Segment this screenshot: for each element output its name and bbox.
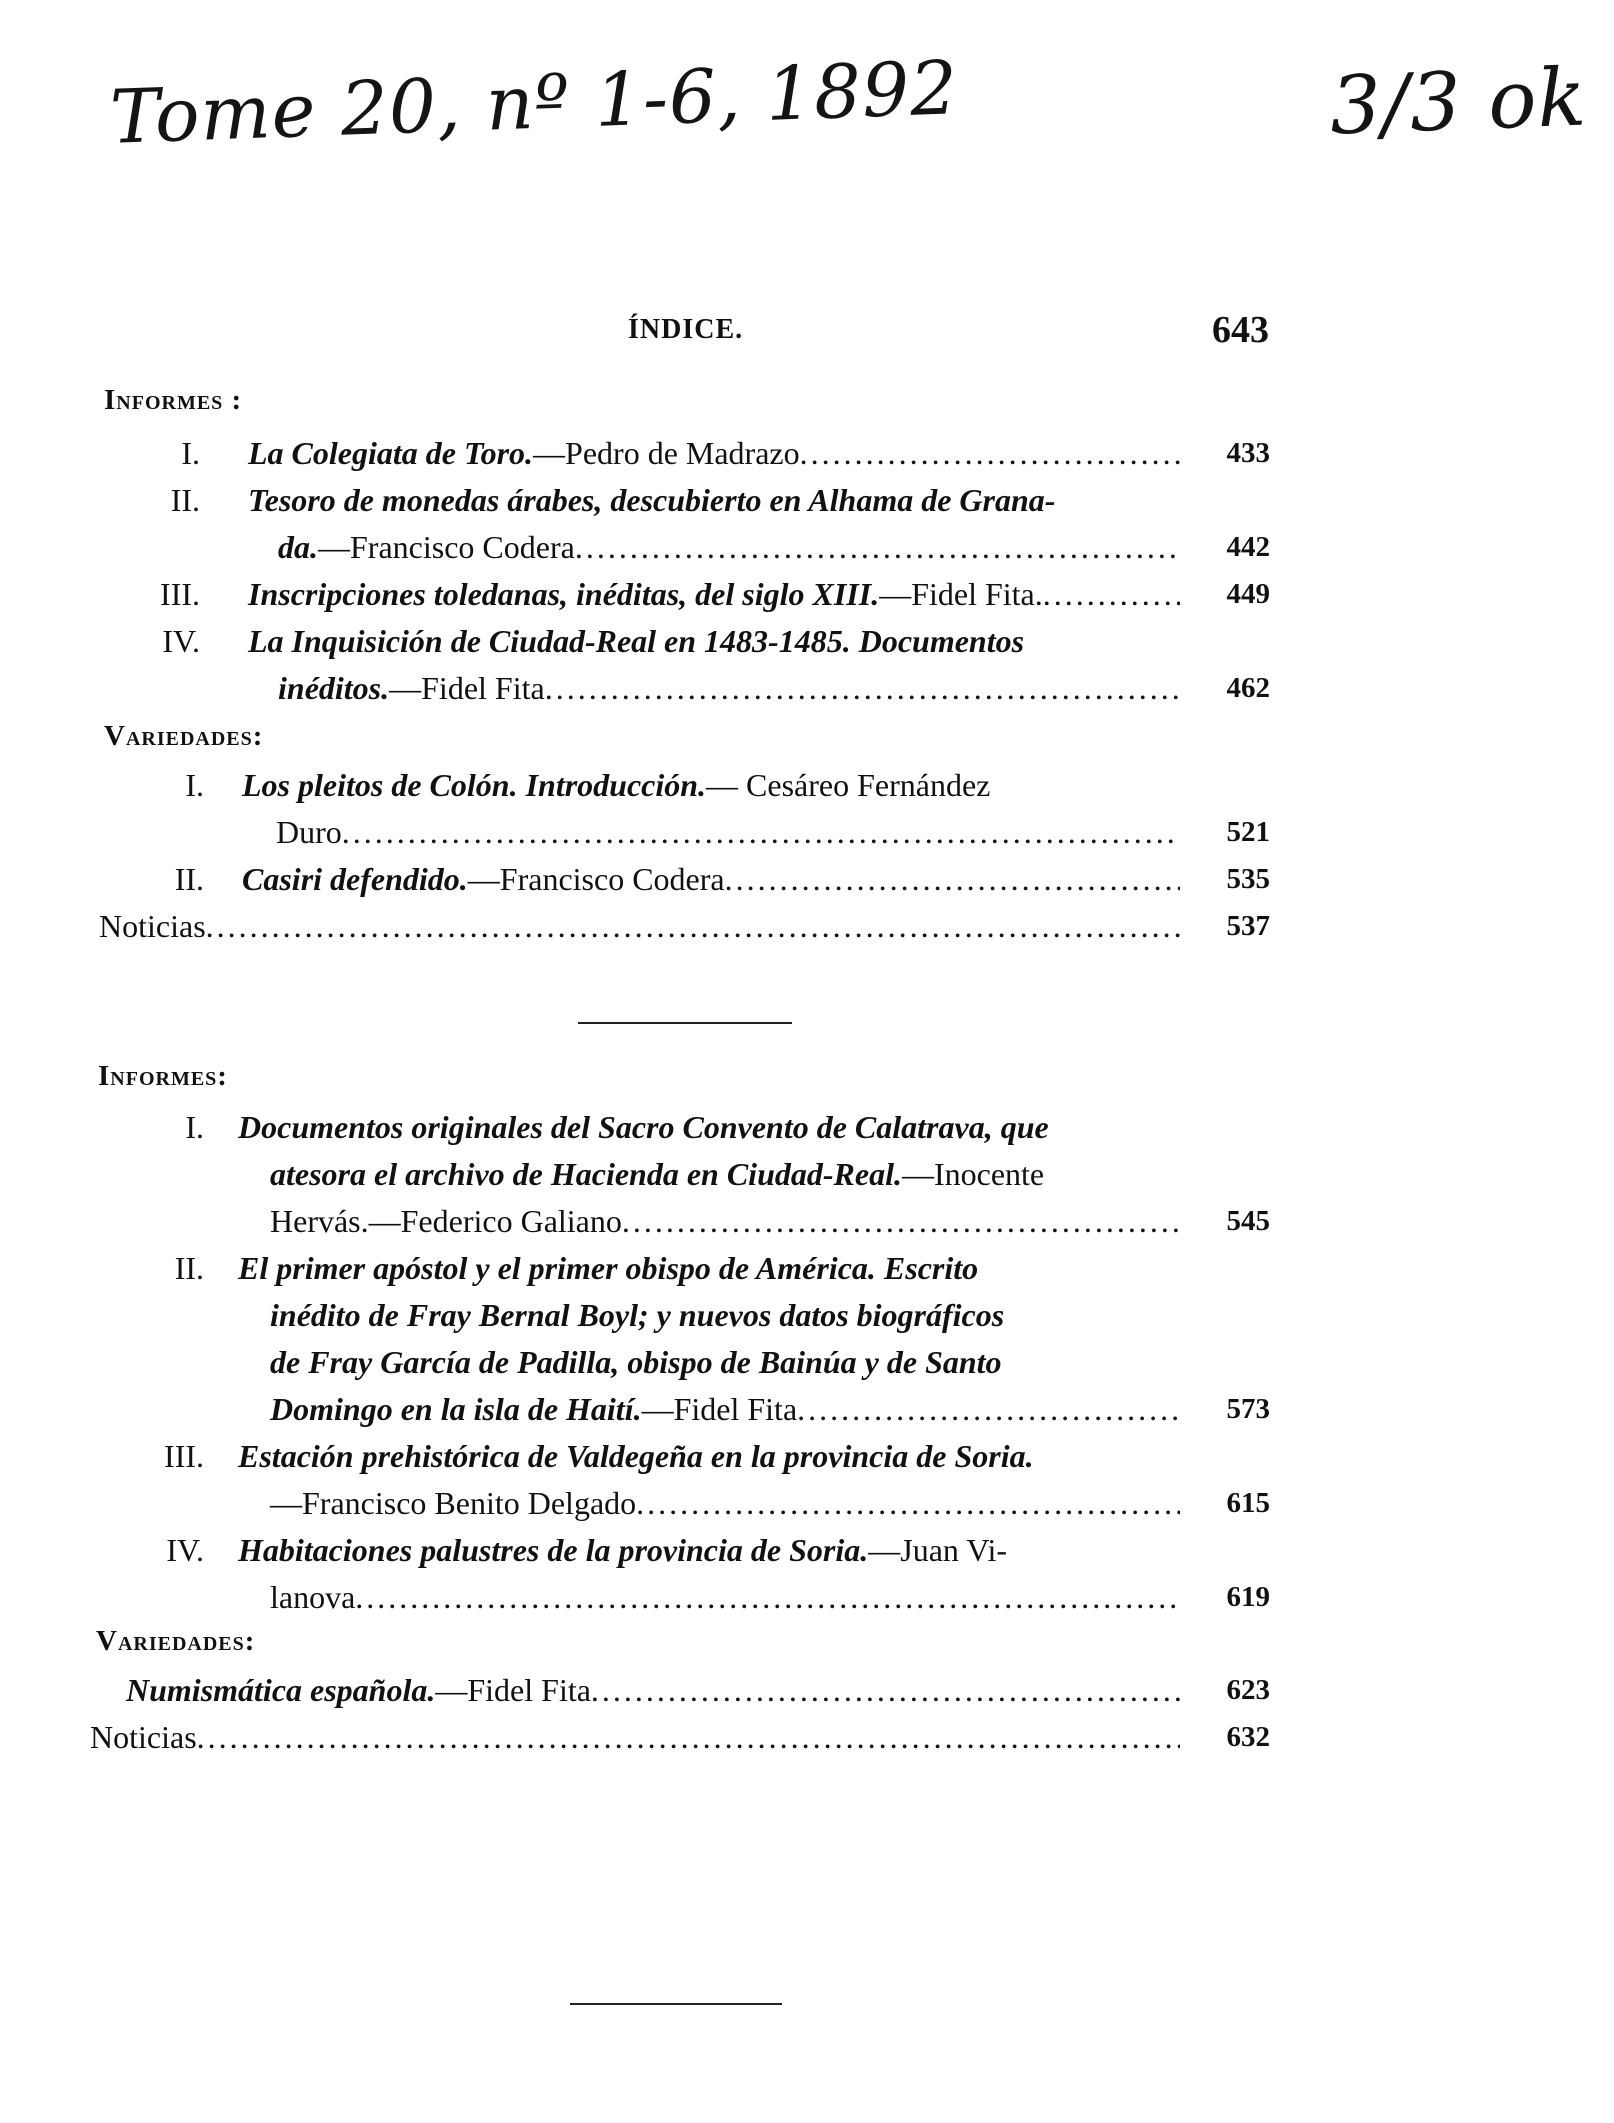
leader-dots [206, 903, 1180, 950]
entry-author: —Fidel Fita [435, 1672, 591, 1708]
entry-line [242, 762, 990, 809]
leader-dots [342, 809, 1180, 856]
entry-line [278, 524, 1180, 571]
entry-title: Los pleitos de Colón. Introducción. [242, 767, 707, 803]
entry-title: La Inquisición de Ciudad-Real en 1483-1485. Documentos [248, 623, 1025, 659]
entry-line [270, 1198, 1180, 1245]
entry-line [238, 1433, 1034, 1480]
entry-page-number: 632 [1226, 1721, 1270, 1753]
entry-line [238, 1104, 1049, 1151]
leader-dots [800, 430, 1180, 477]
entry-numeral: I. [185, 1109, 204, 1145]
entry-line [270, 1386, 1180, 1433]
entry-title: atesora el archivo de Hacienda en Ciudad-Real. [270, 1156, 902, 1192]
leader-dots [575, 524, 1180, 571]
entry-page-number: 615 [1226, 1487, 1270, 1519]
section-label: Variedades: [104, 720, 264, 752]
leader-dots [355, 1574, 1180, 1621]
entry-title: inéditos. [278, 670, 390, 706]
entry-line [270, 1480, 1180, 1527]
entry-numeral: I. [181, 435, 200, 471]
section-label: Variedades: [96, 1625, 256, 1657]
entry-line [248, 571, 1180, 618]
entry-line [90, 1714, 1180, 1761]
entry-numeral: II. [174, 1250, 204, 1286]
entry-page-number: 573 [1226, 1393, 1270, 1425]
page-number: 643 [1212, 309, 1269, 351]
entry-page-number: 449 [1226, 578, 1270, 610]
leader-dots [591, 1667, 1180, 1714]
entry-line [270, 1292, 1004, 1339]
entry-author: — Cesáreo Fernández [706, 767, 991, 803]
entry-line [126, 1667, 1180, 1714]
leader-dots [545, 665, 1180, 712]
entry-numeral: II. [170, 482, 200, 518]
entry-page-number: 619 [1226, 1581, 1270, 1613]
entry-page-number: 535 [1226, 863, 1270, 895]
entry-line [248, 618, 1024, 665]
entry-page-number: 521 [1226, 816, 1270, 848]
entry-title: El primer apóstol y el primer obispo de América. Escrito [238, 1250, 979, 1286]
entry-author: —Pedro de Madrazo [533, 435, 800, 471]
entry-numeral: III. [160, 576, 200, 612]
entry-title: Inscripciones toledanas, inéditas, del siglo XIII. [248, 576, 880, 612]
leader-dots [725, 856, 1180, 903]
entry-page-number: 433 [1226, 437, 1270, 469]
handwritten-check-note: 3/3 ok [1328, 50, 1589, 153]
entry-line [270, 1339, 1002, 1386]
section-divider [578, 1022, 792, 1024]
entry-numeral: IV. [162, 623, 200, 659]
entry-line [242, 856, 1180, 903]
entry-page-number: 545 [1226, 1205, 1270, 1237]
entry-author: —Inocente [901, 1156, 1045, 1192]
entry-title: de Fray García de Padilla, obispo de Bainúa y de Santo [270, 1344, 1002, 1380]
leader-dots [1043, 571, 1180, 618]
handwritten-volume-note: Tome 20, nº 1-6, 1892 [108, 45, 960, 161]
entry-line [278, 665, 1180, 712]
entry-line [248, 430, 1180, 477]
entry-author: —Fidel Fita. [879, 576, 1043, 612]
entry-numeral: II. [174, 861, 204, 897]
entry-page-number: 462 [1226, 672, 1270, 704]
entry-author: lanova [270, 1579, 356, 1615]
entry-numeral: IV. [166, 1532, 204, 1568]
entry-line [99, 903, 1180, 950]
section-label: Informes: [98, 1060, 228, 1092]
entry-author: Noticias [99, 908, 206, 944]
entry-title: Tesoro de monedas árabes, descubierto en Alhama de Grana- [248, 482, 1056, 518]
entry-line [238, 1245, 978, 1292]
entry-author: —Juan Vi- [868, 1532, 1008, 1568]
entry-title: inédito de Fray Bernal Boyl; y nuevos datos biográficos [270, 1297, 1005, 1333]
entry-author: —Francisco Codera [318, 529, 575, 565]
leader-dots [622, 1198, 1180, 1245]
entry-page-number: 442 [1226, 531, 1270, 563]
page-title: ÍNDICE. [628, 314, 744, 345]
entry-page-number: 537 [1226, 910, 1270, 942]
entry-author: —Francisco Benito Delgado [270, 1485, 637, 1521]
entry-line [276, 809, 1180, 856]
entry-title: La Colegiata de Toro. [248, 435, 534, 471]
entry-author: Noticias [90, 1719, 197, 1755]
entry-title: Casiri defendido. [242, 861, 468, 897]
entry-line [270, 1151, 1044, 1198]
leader-dots [797, 1386, 1180, 1433]
entry-title: Documentos originales del Sacro Convento de Calatrava, que [238, 1109, 1049, 1145]
bottom-divider [570, 2003, 782, 2005]
entry-line [248, 477, 1055, 524]
entry-title: Numismática española. [126, 1672, 436, 1708]
entry-title: da. [278, 529, 318, 565]
entry-author: —Fidel Fita [389, 670, 545, 706]
entry-title: Domingo en la isla de Haití. [270, 1391, 642, 1427]
entry-author: Hervás.—Federico Galiano [270, 1203, 622, 1239]
entry-page-number: 623 [1226, 1674, 1270, 1706]
entry-line [238, 1527, 1007, 1574]
entry-author: —Fidel Fita [641, 1391, 798, 1427]
entry-numeral: III. [164, 1438, 204, 1474]
entry-numeral: I. [185, 767, 204, 803]
entry-line [270, 1574, 1180, 1621]
entry-title: Habitaciones palustres de la provincia de Soria. [238, 1532, 869, 1568]
entry-author: —Francisco Codera [467, 861, 725, 897]
entry-author: Duro [276, 814, 342, 850]
leader-dots [636, 1480, 1180, 1527]
section-label: Informes : [104, 384, 243, 416]
page-header [0, 308, 1614, 358]
entry-title: Estación prehistórica de Valdegeña en la provincia de Soria. [238, 1438, 1034, 1474]
leader-dots [197, 1714, 1180, 1761]
